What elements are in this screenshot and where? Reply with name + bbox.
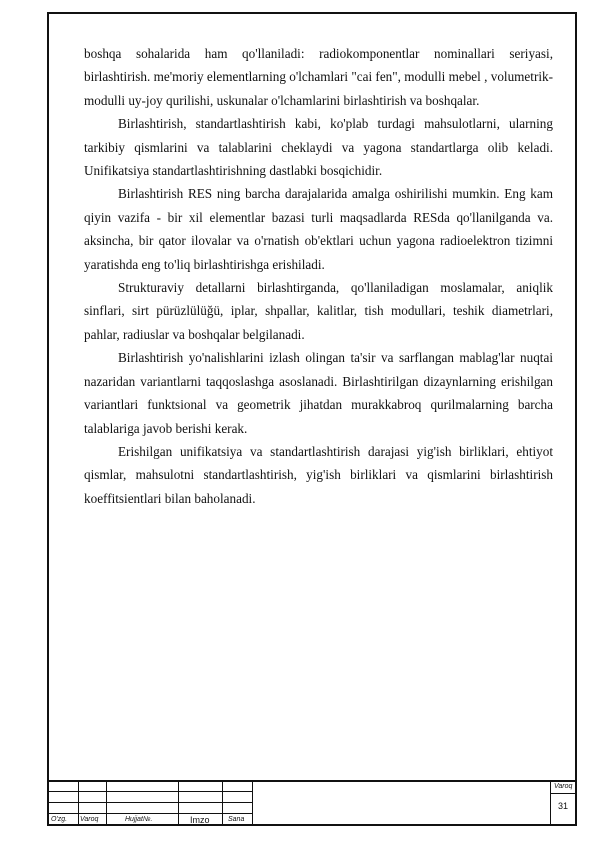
paragraph-3: Birlashtirish RES ning barcha darajalarida amalga oshirilishi mumkin. Eng kam qiyin vazifa - bir xil elementlar bazasi turli maqsadlarda RESda qo'llanilganda va. aksincha, bir qator ilovalar va o'rnatish ob'ektlari uchun yagona radioelektron tizimni yaratishda eng to'liq birlashtirishga erishiladi. (84, 186, 553, 272)
title-block-col-line-4 (222, 780, 223, 826)
varoq-cell-divider (550, 793, 577, 794)
title-block-col-line-6 (550, 780, 551, 826)
title-block-col-line-2 (106, 780, 107, 826)
title-block-col-line-3 (178, 780, 179, 826)
paragraph-6: Erishilgan unifikatsiya va standartlashtirish darajasi yig'ish birliklari, ehtiyot qismlar, mahsulotni standartlashtirish, yig'ish birliklari va qismlarini birlashtirish koeffitsientlari bilan baholanadi. (84, 443, 553, 506)
hujjat-label: Hujjat№. (125, 816, 153, 823)
title-block-col-line-5 (252, 780, 253, 826)
sana-label: Sana (228, 816, 245, 823)
document-body (84, 42, 553, 510)
varoq-label: Varoq (80, 816, 99, 823)
ozg-label: O'zg. (51, 816, 68, 823)
paragraph-2: Birlashtirish, standartlashtirish kabi, ko'plab turdagi mahsulotlarni, ularning tarkibiy qismlarini va talablarini cheklaydi va yagona standartlarga olib keladi. Unifikatsiya standartlashtirishning dastlabki bosqichidir. (84, 116, 553, 179)
paragraph-5: Birlashtirish yo'nalishlarini izlash olingan ta'sir va sarflangan mablag'lar nuqtai nazaridan variantlarni taqqoslashga asoslanadi. Birlashtirilgan dizaynlarning erishilgan variantlari funktsional va geometrik jihatdan murakkabroq qurilmalarning barcha talablariga javob berishi kerak. (84, 350, 553, 436)
title-block (47, 780, 577, 826)
varoq-right-label: Varoq (554, 783, 573, 790)
paragraph-4: Strukturaviy detallarni birlashtirganda, qo'llaniladigan moslamalar, aniqlik sinflari, sirt pürüzlülüğü, iplar, shpallar, kalitlar, tish modullari, teshik diametrlari, pahlar, radiuslar va boshqalar belgilanadi. (84, 280, 553, 342)
paragraph-1: boshqa sohalarida ham qo'llaniladi: radiokomponentlar nominallari seriyasi, birlashtirish. me'moriy elementlarning o'lchamlari "cai fen", modulli mebel , volumetrik-modulli uy-joy qurilishi, uskunalar o'lchamlarini birlashtirish va boshqalar. (84, 46, 553, 108)
imzo-label: Imzo (190, 815, 210, 825)
title-block-top-border (47, 780, 577, 782)
title-block-col-line-1 (78, 780, 79, 826)
page-number: 31 (558, 801, 569, 811)
